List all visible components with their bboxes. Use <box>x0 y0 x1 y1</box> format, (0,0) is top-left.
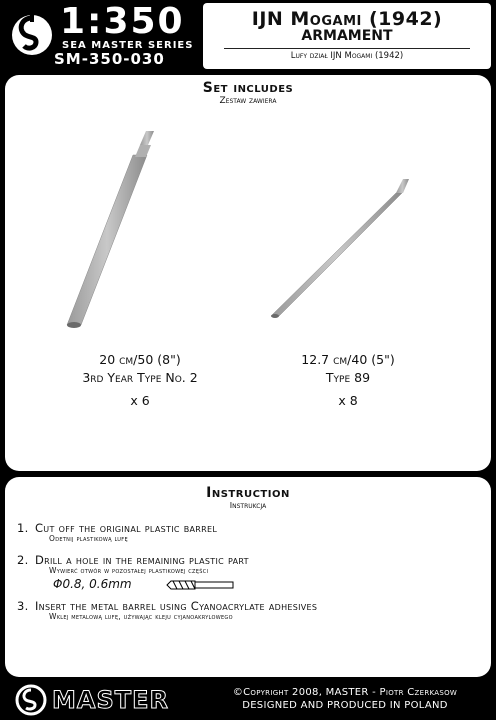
step-text-polish: Odetnij plastikową lufę <box>49 534 128 543</box>
step-text-polish: Wklej metalową lufę, używając kleju cyjanoakrylowego <box>49 612 233 621</box>
step-text: Insert the metal barrel using Cyanoacrylate adhesives <box>34 599 318 613</box>
header-brand <box>0 0 200 70</box>
gun-item-20cm <box>40 351 240 410</box>
title-divider <box>224 48 470 49</box>
barrel-20cm <box>67 131 154 328</box>
drill-size-label: Φ0.8, 0.6mm <box>53 577 132 591</box>
set-heading: Set includes <box>202 80 294 96</box>
instruction-panel <box>5 477 491 677</box>
series-label: SEA MASTER SERIES <box>62 40 194 51</box>
made-in-text: DESIGNED AND PRODUCED IN POLAND <box>242 700 448 711</box>
barrel-127cm <box>271 179 409 318</box>
instruction-heading: Instruction <box>206 485 290 501</box>
step-text: Cut off the original plastic barrel <box>34 521 218 535</box>
title-box <box>203 3 491 69</box>
gun-caliber: 12.7 cm/40 (5") <box>301 352 395 367</box>
gun-type: 3rd Year Type No. 2 <box>82 370 198 385</box>
step-text: Drill a hole in the remaining plastic part <box>34 553 249 567</box>
barrels-illustration <box>5 75 491 355</box>
step-number: 1. <box>17 521 29 535</box>
copyright-text: ©Copyright 2008, MASTER - Piotr Czerkasow <box>232 687 458 698</box>
gun-item-127cm <box>253 351 443 410</box>
master-logo-icon <box>10 8 54 62</box>
polish-title: Lufy dział IJN Mogami (1942) <box>290 51 404 61</box>
step-text-polish: Wywierć otwór w pozostałej plastikowej części <box>49 566 209 575</box>
instruction-step-2 <box>17 553 249 575</box>
instruction-step-1 <box>17 521 217 543</box>
instruction-heading-polish: Instrukcja <box>229 501 267 510</box>
step-number: 2. <box>17 553 29 567</box>
step-number: 3. <box>17 599 29 613</box>
set-panel <box>5 75 491 471</box>
set-heading-polish: Zestaw zawiera <box>219 96 277 106</box>
brand-name: MASTER <box>52 686 169 714</box>
footer <box>0 680 496 720</box>
master-logo-icon <box>14 684 48 716</box>
copyright-block <box>200 686 490 712</box>
gun-quantity: x 6 <box>130 393 150 408</box>
gun-quantity: x 8 <box>338 393 358 408</box>
drill-bit-icon <box>165 579 235 591</box>
gun-caliber: 20 cm/50 (8") <box>99 352 181 367</box>
gun-type: Type 89 <box>325 370 371 385</box>
product-code: SM-350-030 <box>54 50 165 68</box>
page-subtitle: ARMAMENT <box>301 28 393 44</box>
instruction-step-3 <box>17 599 317 621</box>
scale-label: 1:350 <box>60 1 185 42</box>
page-title: IJN Mogami (1942) <box>251 8 443 30</box>
